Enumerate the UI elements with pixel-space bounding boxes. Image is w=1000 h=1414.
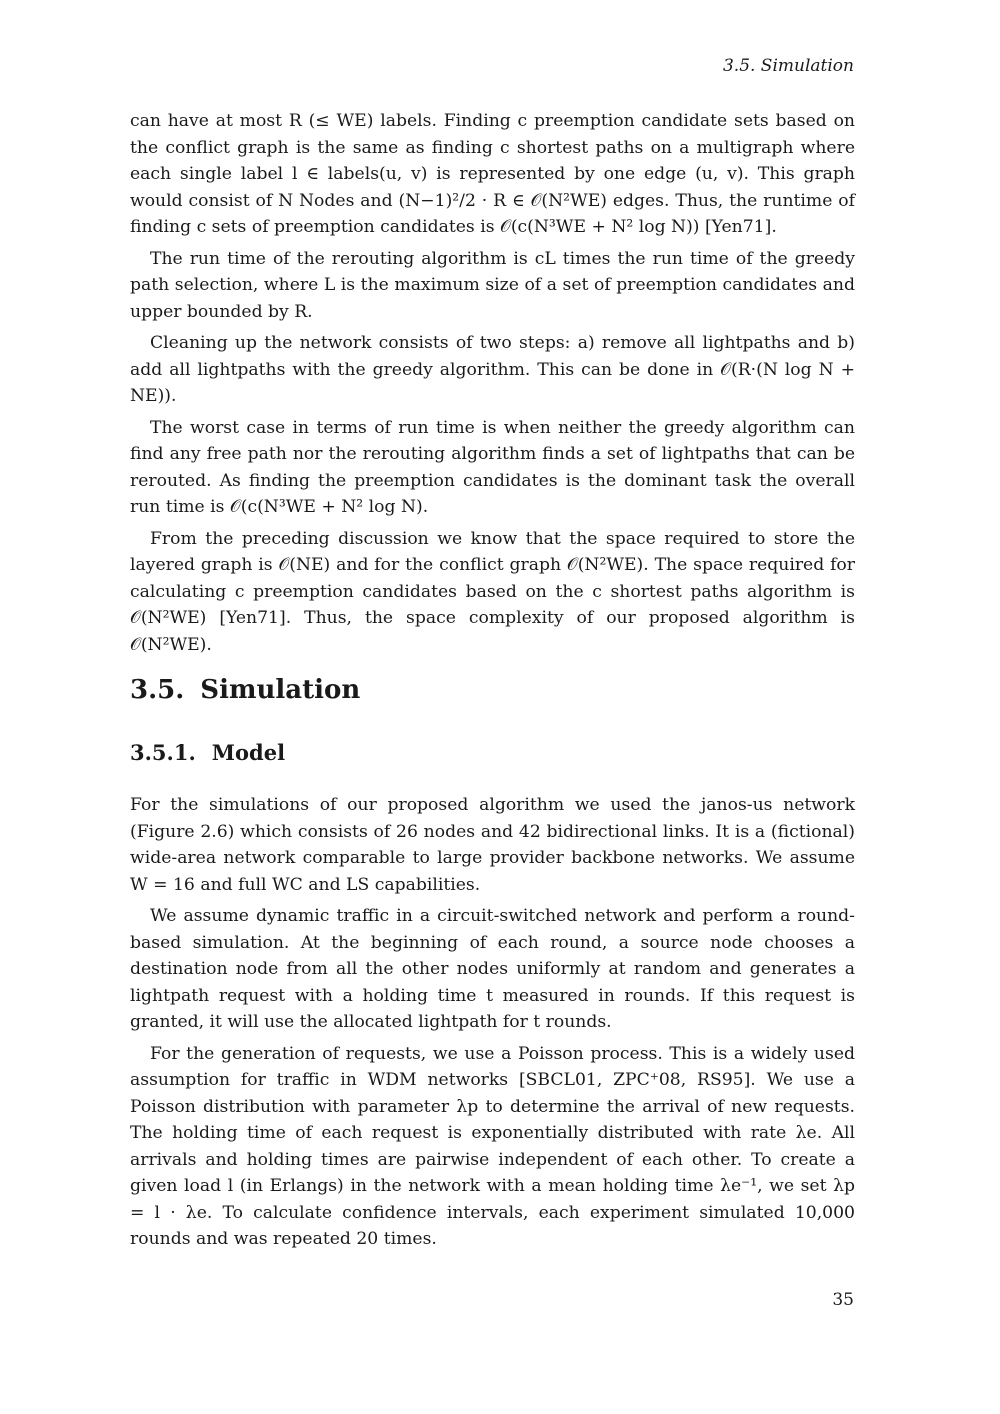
subsection-title: Model	[211, 740, 286, 765]
paragraph: For the generation of requests, we use a Poisson process. This is a widely used assumption for traffic in WDM networks [SBCL01, ZPC⁺08, RS95]. We use a Poisson distribution with parameter λp to determine the arrival of new requests. The holding time of each request is exponentially distributed with rate λe. All arrivals and holding times are pairwise independent of each other. To create a given load l (in Erlangs) in the network with a mean holding time λe⁻¹, we set λp = l · λe. To calculate confidence intervals, each experiment simulated 10,000 rounds and was repeated 20 times.	[130, 1043, 855, 1249]
paragraph: The worst case in terms of run time is when neither the greedy algorithm can find any free path nor the rerouting algorithm finds a set of lightpaths that can be rerouted. As finding the preemption candidates is the dominant task the overall run time is 𝒪(c(N³WE + N² log N).	[130, 417, 855, 517]
paragraph: The run time of the rerouting algorithm is cL times the run time of the greedy path selection, where L is the maximum size of a set of preemption candidates and upper bounded by R.	[130, 248, 855, 322]
paragraph: We assume dynamic traffic in a circuit-switched network and perform a round-based simulation. At the beginning of each round, a source node chooses a destination node from all the other nodes uniformly at random and generates a lightpath request with a holding time t measured in rounds. If this request is granted, it will use the allocated lightpath for t rounds.	[130, 906, 855, 1032]
page-number: 35	[832, 1290, 854, 1310]
section-number: 3.5.	[130, 675, 185, 705]
body-text-top	[130, 108, 855, 663]
paragraph: can have at most R (≤ WE) labels. Finding c preemption candidate sets based on the conflict graph is the same as finding c shortest paths on a multigraph where each single label l ∈ labels(u, v) is represented by one edge (u, v). This graph would consist of N Nodes and (N−1)²/2 · R ∈ 𝒪(N²WE) edges. Thus, the runtime of finding c sets of preemption candidates is 𝒪(c(N³WE + N² log N)) [Yen71].	[130, 111, 855, 237]
paragraph: From the preceding discussion we know that the space required to store the layered graph is 𝒪(NE) and for the conflict graph 𝒪(N²WE). The space required for calculating c preemption candidates based on the c shortest paths algorithm is 𝒪(N²WE) [Yen71]. Thus, the space complexity of our proposed algorithm is 𝒪(N²WE).	[130, 528, 855, 655]
subsection-heading	[130, 738, 285, 768]
paragraph: For the simulations of our proposed algorithm we used the janos-us network (Figure 2.6) which consists of 26 nodes and 42 bidirectional links. It is a (fictional) wide-area network comparable to large provider backbone networks. We assume W = 16 and full WC and LS capabilities.	[130, 795, 855, 895]
paragraph: Cleaning up the network consists of two steps: a) remove all lightpaths and b) add all lightpaths with the greedy algorithm. This can be done in 𝒪(R·(N log N + NE)).	[130, 333, 855, 406]
section-heading	[130, 672, 360, 708]
body-text-model	[130, 792, 855, 1258]
section-title: Simulation	[200, 675, 361, 705]
subsection-number: 3.5.1.	[130, 740, 196, 765]
running-head: 3.5. Simulation	[722, 56, 854, 76]
